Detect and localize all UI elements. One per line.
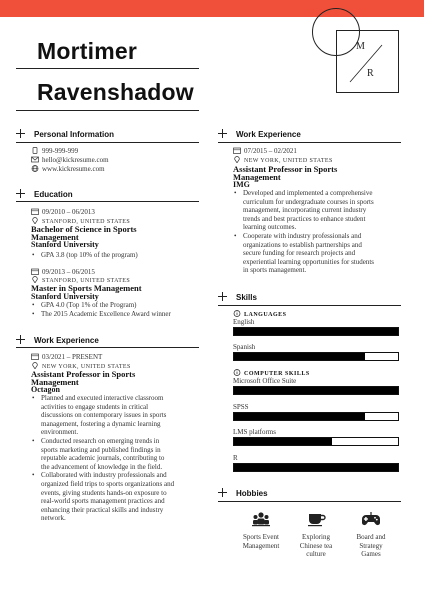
plus-icon bbox=[218, 487, 230, 499]
skill-bar-fill bbox=[234, 387, 398, 394]
location-pin-icon bbox=[31, 217, 39, 224]
hobby-label: Exploring bbox=[302, 533, 330, 541]
list-item: • Cooperate with industry professionals and organizations to establish partnerships and secure funding for research projects and experiential learning opportunities for students in sports management. bbox=[233, 232, 374, 275]
plus-icon bbox=[16, 334, 28, 346]
list-item: • Conducted research on emerging trends in sports marketing and published findings in reputable academic journals, contributing to the advancement of knowledge in the field. bbox=[31, 437, 174, 471]
education-dates bbox=[31, 208, 95, 216]
school-name: Stanford University bbox=[31, 292, 99, 301]
gamepad-icon bbox=[361, 511, 381, 527]
skills-heading bbox=[218, 291, 257, 303]
section-title: Skills bbox=[236, 292, 257, 302]
education-heading bbox=[16, 188, 73, 200]
phone-icon bbox=[31, 147, 39, 154]
name-divider bbox=[16, 110, 199, 111]
category-title: COMPUTER SKILLS bbox=[244, 371, 310, 377]
hobby-label: Strategy bbox=[359, 541, 383, 550]
job-title: Assistant Professor in Sports bbox=[233, 164, 338, 174]
skill-label: Microsoft Office Suite bbox=[233, 377, 297, 385]
skill-bar-fill bbox=[234, 464, 398, 471]
skill-bar bbox=[233, 352, 399, 361]
list-item: • Developed and implemented a comprehensive curriculum for undergraduate courses in sports management, incorporating current industry trends and best practices to enhance student learning outcomes. bbox=[233, 189, 374, 232]
plus-icon bbox=[16, 128, 28, 140]
category-title: LANGUAGES bbox=[244, 312, 287, 318]
school-name: Stanford University bbox=[31, 240, 99, 249]
job-dates bbox=[31, 353, 102, 361]
hobby-label: Management bbox=[242, 541, 280, 550]
phone-text: 999-999-999 bbox=[42, 147, 79, 155]
dates-text: 09/2013 – 06/2015 bbox=[42, 268, 95, 276]
hobbies-heading bbox=[218, 487, 268, 499]
hobby-item bbox=[346, 511, 396, 559]
plus-icon bbox=[218, 128, 230, 140]
email-link[interactable]: hello@kickresume.com bbox=[42, 156, 109, 164]
skill-bar bbox=[233, 437, 399, 446]
job-dates bbox=[233, 147, 297, 155]
section-rule bbox=[218, 142, 401, 143]
people-icon bbox=[251, 511, 271, 527]
work-experience-heading bbox=[218, 128, 301, 140]
monogram-letter-top: M bbox=[356, 41, 365, 52]
list-item: • Planned and executed interactive classroom activities to engage students in critical discussions on contemporary issues in sports management, fostering a dynamic learning environment. bbox=[31, 394, 174, 437]
info-circle-icon bbox=[233, 310, 241, 317]
skill-bar bbox=[233, 412, 399, 421]
skill-label: English bbox=[233, 318, 255, 326]
website-line bbox=[31, 165, 105, 173]
dates-text: 03/2021 – PRESENT bbox=[42, 353, 103, 361]
location-text: NEW YORK, UNITED STATES bbox=[244, 158, 333, 164]
location-text: STANFORD, UNITED STATES bbox=[42, 219, 131, 225]
job-title-cont: Management bbox=[31, 377, 79, 387]
degree-title-cont: Management bbox=[31, 232, 79, 242]
location-text: NEW YORK, UNITED STATES bbox=[42, 364, 131, 370]
section-rule bbox=[16, 201, 199, 202]
skill-bar bbox=[233, 386, 399, 395]
skill-bar-fill bbox=[234, 413, 365, 420]
list-item: • Collaborated with industry professionals and organized field trips to sports organizations and events, giving students hands-on exposure to real-world sports management practices and enhancing their practical skills and industry network. bbox=[31, 471, 174, 523]
job-bullets bbox=[31, 394, 174, 523]
accent-top-bar bbox=[0, 0, 424, 17]
dates-text: 07/2015 – 02/2021 bbox=[244, 147, 297, 155]
dates-text: 09/2010 – 06/2013 bbox=[42, 208, 95, 216]
skill-bar-fill bbox=[234, 328, 398, 335]
location-text: STANFORD, UNITED STATES bbox=[42, 278, 131, 284]
calendar-icon bbox=[31, 268, 39, 275]
section-title: Work Experience bbox=[236, 129, 301, 139]
plus-icon bbox=[218, 291, 230, 303]
job-title-cont: Management bbox=[233, 172, 281, 182]
name-divider bbox=[16, 68, 199, 69]
calendar-icon bbox=[31, 208, 39, 215]
phone-line bbox=[31, 147, 78, 155]
computer-skills-category bbox=[233, 369, 310, 377]
company-name: IMG bbox=[233, 180, 250, 189]
job-title: Assistant Professor in Sports bbox=[31, 369, 136, 379]
list-item: • GPA 4.0 (Top 1% of the Program) bbox=[31, 301, 171, 310]
location-pin-icon bbox=[31, 362, 39, 369]
section-rule bbox=[218, 501, 401, 502]
email-line bbox=[31, 156, 109, 164]
list-item: • GPA 3.8 (top 10% of the program) bbox=[31, 251, 138, 260]
calendar-icon bbox=[233, 147, 241, 154]
skill-label: SPSS bbox=[233, 403, 249, 411]
first-name: Mortimer bbox=[37, 38, 138, 64]
info-circle-icon bbox=[233, 369, 241, 376]
section-title: Education bbox=[34, 189, 73, 199]
section-rule bbox=[16, 347, 199, 348]
monogram-letter-bottom: R bbox=[367, 68, 374, 79]
location-pin-icon bbox=[31, 276, 39, 283]
section-title: Personal Information bbox=[34, 129, 115, 139]
company-name: Octagon bbox=[31, 385, 60, 394]
hobby-item bbox=[291, 511, 341, 559]
job-bullets bbox=[233, 189, 374, 275]
list-item: • The 2015 Academic Excellence Award winner bbox=[31, 310, 171, 319]
hobby-label: Games bbox=[361, 550, 381, 558]
languages-category bbox=[233, 310, 287, 318]
degree-title: Bachelor of Science in Sports bbox=[31, 224, 137, 234]
section-rule bbox=[16, 142, 199, 143]
envelope-icon bbox=[31, 156, 39, 163]
work-experience-heading bbox=[16, 334, 99, 346]
education-bullets bbox=[31, 251, 138, 260]
skill-bar-fill bbox=[234, 438, 332, 445]
degree-title: Master in Sports Management bbox=[31, 283, 142, 293]
skill-label: R bbox=[233, 454, 238, 462]
section-title: Work Experience bbox=[34, 335, 99, 345]
section-rule bbox=[218, 305, 401, 306]
hobby-label: Chinese tea bbox=[299, 541, 333, 550]
last-name: Ravenshadow bbox=[37, 79, 194, 105]
skill-bar bbox=[233, 327, 399, 336]
monogram-diagonal bbox=[336, 30, 399, 93]
skill-bar bbox=[233, 463, 399, 472]
location-pin-icon bbox=[233, 156, 241, 163]
hobby-item bbox=[236, 511, 286, 550]
section-title: Hobbies bbox=[236, 488, 268, 498]
skill-label: Spanish bbox=[233, 343, 256, 351]
personal-info-heading bbox=[16, 128, 114, 140]
skill-bar-fill bbox=[234, 353, 365, 360]
globe-icon bbox=[31, 165, 39, 172]
hobby-label: Board and bbox=[356, 533, 386, 541]
education-bullets bbox=[31, 301, 171, 318]
education-dates bbox=[31, 268, 95, 276]
skill-label: LMS platforms bbox=[233, 428, 276, 436]
hobby-label: Sports Event bbox=[243, 533, 279, 541]
website-link[interactable]: www.kickresume.com bbox=[42, 165, 105, 173]
hobby-label: culture bbox=[306, 550, 326, 558]
plus-icon bbox=[16, 188, 28, 200]
calendar-icon bbox=[31, 353, 39, 360]
tea-cup-icon bbox=[306, 511, 326, 527]
